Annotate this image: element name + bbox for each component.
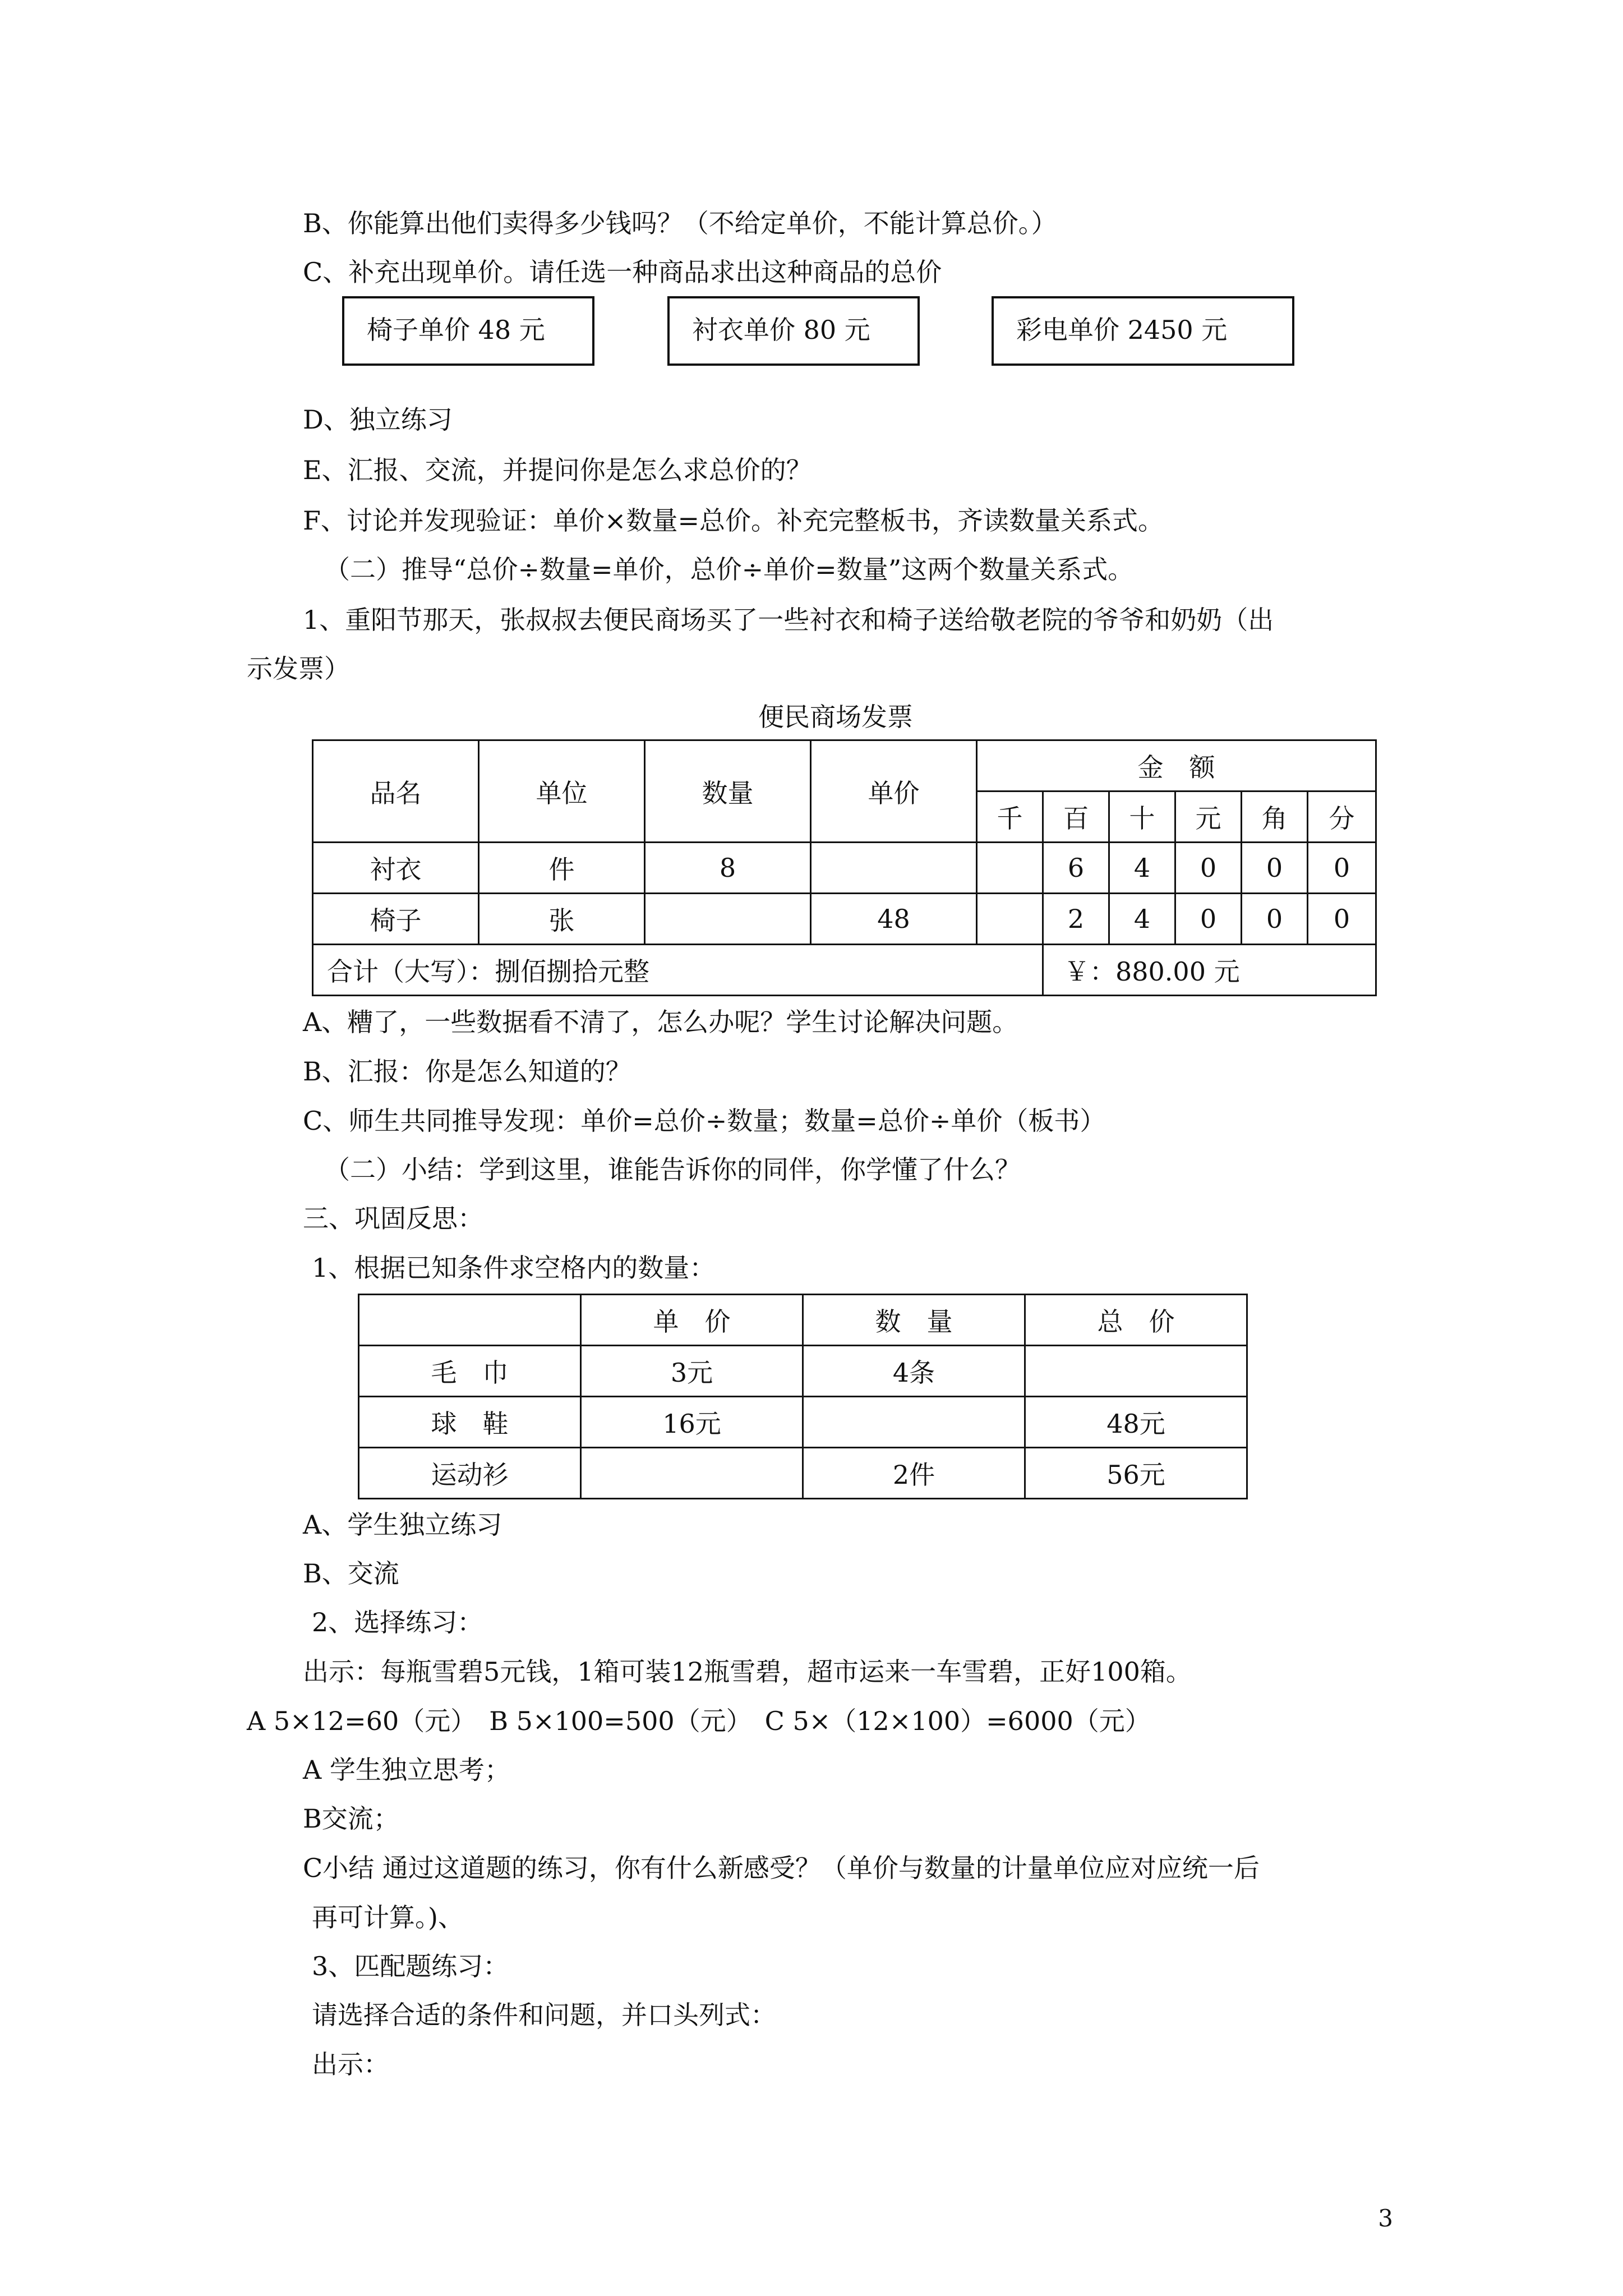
text-line: E、汇报、交流，并提问你是怎么求总价的？ xyxy=(303,455,812,485)
cell: 衬衣 xyxy=(313,843,479,894)
cell xyxy=(811,843,977,894)
text-line: A 学生独立思考； xyxy=(303,1755,510,1785)
text-line: F、讨论并发现验证：单价×数量=总价。补充完整板书，齐读数量关系式。 xyxy=(303,505,1164,536)
cell: 0 xyxy=(1175,894,1242,945)
text-line: C、补充出现单价。请任选一种商品求出这种商品的总价 xyxy=(303,257,942,287)
invoice-title: 便民商场发票 xyxy=(758,702,913,732)
total-row xyxy=(313,945,1376,996)
cell xyxy=(581,1448,803,1499)
cell: 0 xyxy=(1308,894,1376,945)
header-cell: 单 价 xyxy=(581,1295,803,1346)
digit-header: 百 xyxy=(1043,792,1109,843)
cell: 16元 xyxy=(581,1397,803,1448)
cell: 4条 xyxy=(803,1346,1025,1397)
price-table xyxy=(358,1294,1248,1499)
header-qty: 数量 xyxy=(645,740,811,843)
text-line: 1、根据已知条件求空格内的数量： xyxy=(312,1253,716,1283)
cell: 6 xyxy=(1043,843,1109,894)
text-line: （二）推导“总价÷数量=单价，总价÷单价=数量”这两个数量关系式。 xyxy=(324,554,1134,585)
cell: 运动衫 xyxy=(359,1448,581,1499)
total-in-numbers: ￥：880.00 元 xyxy=(1043,945,1376,996)
text-line: 出示： xyxy=(312,2049,389,2079)
cell: 56元 xyxy=(1025,1448,1247,1499)
cell xyxy=(645,894,811,945)
cell: 0 xyxy=(1242,843,1308,894)
text-line: C、师生共同推导发现：单价=总价÷数量；数量=总价÷单价（板书） xyxy=(303,1106,1106,1136)
cell: 4 xyxy=(1109,894,1175,945)
cell: 48元 xyxy=(1025,1397,1247,1448)
cell: 毛 巾 xyxy=(359,1346,581,1397)
table-row xyxy=(359,1397,1247,1448)
cell xyxy=(1025,1346,1247,1397)
cell: 48 xyxy=(811,894,977,945)
cell xyxy=(803,1397,1025,1448)
cell: 2 xyxy=(1043,894,1109,945)
text-line: A、学生独立练习 xyxy=(303,1510,502,1540)
table-row xyxy=(313,843,1376,894)
digit-header: 分 xyxy=(1308,792,1376,843)
header-cell: 数 量 xyxy=(803,1295,1025,1346)
text-line: B、汇报：你是怎么知道的？ xyxy=(303,1056,631,1087)
text-line: C小结 通过这道题的练习，你有什么新感受？（单价与数量的计量单位应对应统一后 xyxy=(303,1853,1260,1883)
header-price: 单价 xyxy=(811,740,977,843)
text-line: A、糟了，一些数据看不清了，怎么办呢？学生讨论解决问题。 xyxy=(303,1007,1018,1037)
text-line: 三、巩固反思： xyxy=(303,1203,483,1234)
cell: 3元 xyxy=(581,1346,803,1397)
digit-header: 十 xyxy=(1109,792,1175,843)
header-cell: 总 价 xyxy=(1025,1295,1247,1346)
text-line: 3、匹配题练习： xyxy=(312,1951,509,1981)
price-box-chair: 椅子单价 48 元 xyxy=(342,296,594,366)
total-in-words: 合计（大写）：捌佰捌拾元整 xyxy=(313,945,1043,996)
header-unit: 单位 xyxy=(479,740,645,843)
table-row xyxy=(359,1346,1247,1397)
digit-header: 角 xyxy=(1242,792,1308,843)
text-line: 再可计算。)、 xyxy=(312,1902,464,1932)
cell: 8 xyxy=(645,843,811,894)
price-box-shirt: 衬衣单价 80 元 xyxy=(667,296,920,366)
invoice-table xyxy=(312,739,1377,996)
price-box-tv: 彩电单价 2450 元 xyxy=(992,296,1294,366)
table-row xyxy=(313,894,1376,945)
cell: 0 xyxy=(1308,843,1376,894)
cell: 4 xyxy=(1109,843,1175,894)
text-line: 请选择合适的条件和问题，并口头列式： xyxy=(312,2000,776,2030)
cell xyxy=(977,843,1043,894)
cell: 张 xyxy=(479,894,645,945)
header-name: 品名 xyxy=(313,740,479,843)
cell: 2件 xyxy=(803,1448,1025,1499)
text-line: B、交流 xyxy=(303,1558,399,1589)
table-row xyxy=(359,1448,1247,1499)
digit-header: 元 xyxy=(1175,792,1242,843)
cell: 椅子 xyxy=(313,894,479,945)
cell: 0 xyxy=(1242,894,1308,945)
header-amount: 金 额 xyxy=(977,740,1376,792)
digit-header: 千 xyxy=(977,792,1043,843)
text-line: 示发票） xyxy=(247,654,350,684)
cell: 球 鞋 xyxy=(359,1397,581,1448)
text-line: 出示：每瓶雪碧5元钱，1箱可装12瓶雪碧，超市运来一车雪碧，正好100箱。 xyxy=(303,1657,1192,1687)
page-number: 3 xyxy=(1378,2205,1393,2232)
text-line: B交流； xyxy=(303,1803,399,1834)
text-line: D、独立练习 xyxy=(303,404,453,435)
text-line: 2、选择练习： xyxy=(312,1607,483,1637)
cell: 0 xyxy=(1175,843,1242,894)
cell xyxy=(977,894,1043,945)
text-line: （二）小结：学到这里，谁能告诉你的同伴，你学懂了什么？ xyxy=(324,1154,1021,1185)
cell: 件 xyxy=(479,843,645,894)
text-line: A 5×12=60（元） B 5×100=500（元） C 5×（12×100）=6000（元） xyxy=(247,1706,1151,1736)
text-line: 1、重阳节那天，张叔叔去便民商场买了一些衬衣和椅子送给敬老院的爷爷和奶奶（出 xyxy=(303,605,1274,635)
text-line: B、你能算出他们卖得多少钱吗？（不给定单价，不能计算总价。） xyxy=(303,208,1057,238)
header-cell xyxy=(359,1295,581,1346)
